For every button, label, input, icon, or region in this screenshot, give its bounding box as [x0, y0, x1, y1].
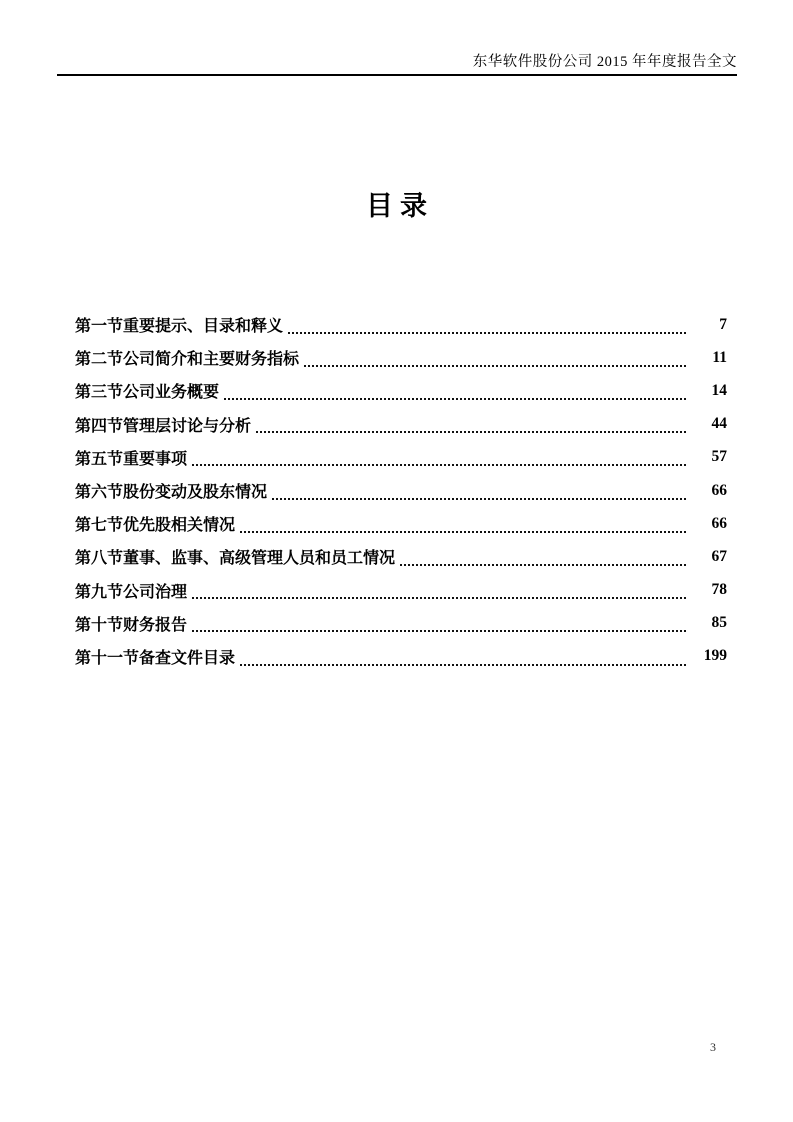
toc-entry-title: 第六节股份变动及股东情况 [75, 484, 268, 502]
toc-leader-dots [192, 597, 686, 599]
toc-entry-page: 14 [711, 381, 727, 399]
toc-entry[interactable] [75, 574, 727, 607]
toc-entry[interactable] [75, 341, 727, 374]
toc-entry[interactable] [75, 540, 727, 573]
toc-entry[interactable] [75, 308, 727, 341]
toc-entry-page: 85 [711, 614, 727, 632]
toc-entry[interactable] [75, 607, 727, 640]
toc-entry-title: 第一节重要提示、目录和释义 [75, 318, 284, 336]
toc-entry-page: 57 [711, 448, 727, 466]
toc-entry[interactable] [75, 474, 727, 507]
footer-page-number: 3 [710, 1040, 716, 1054]
toc-leader-dots [224, 398, 686, 400]
toc-entry-page: 67 [711, 547, 727, 565]
toc-leader-dots [304, 365, 686, 367]
toc-list [75, 308, 727, 673]
toc-entry-title: 第七节优先股相关情况 [75, 517, 236, 535]
toc-leader-dots [192, 630, 686, 632]
running-header-text: 东华软件股份公司 2015 年年度报告全文 [472, 54, 737, 70]
page-title: 目录 [366, 191, 434, 221]
toc-entry[interactable] [75, 640, 727, 673]
toc-entry[interactable] [75, 441, 727, 474]
toc-entry-title: 第五节重要事项 [75, 450, 188, 468]
toc-entry[interactable] [75, 408, 727, 441]
toc-entry-page: 199 [703, 647, 727, 665]
toc-entry-title: 第三节公司业务概要 [75, 384, 220, 402]
toc-leader-dots [240, 531, 686, 533]
toc-entry-page: 66 [711, 514, 727, 532]
toc-leader-dots [288, 332, 686, 334]
toc-leader-dots [192, 464, 686, 466]
toc-entry-page: 44 [711, 415, 727, 433]
toc-entry[interactable] [75, 374, 727, 407]
toc-entry-page: 66 [711, 481, 727, 499]
toc-entry-page: 7 [719, 315, 727, 333]
toc-entry-page: 11 [712, 348, 727, 366]
toc-entry-title: 第九节公司治理 [75, 583, 188, 601]
toc-entry-title: 第十一节备查文件目录 [75, 649, 236, 667]
toc-entry-title: 第十节财务报告 [75, 616, 188, 634]
toc-entry-title: 第四节管理层讨论与分析 [75, 417, 252, 435]
toc-leader-dots [272, 498, 686, 500]
toc-entry-title: 第八节董事、监事、高级管理人员和员工情况 [75, 550, 396, 568]
header-divider-rule [57, 74, 737, 76]
toc-leader-dots [400, 564, 686, 566]
toc-leader-dots [240, 664, 686, 666]
toc-leader-dots [256, 431, 686, 433]
toc-entry[interactable] [75, 507, 727, 540]
toc-entry-page: 78 [711, 581, 727, 599]
toc-entry-title: 第二节公司简介和主要财务指标 [75, 351, 300, 369]
